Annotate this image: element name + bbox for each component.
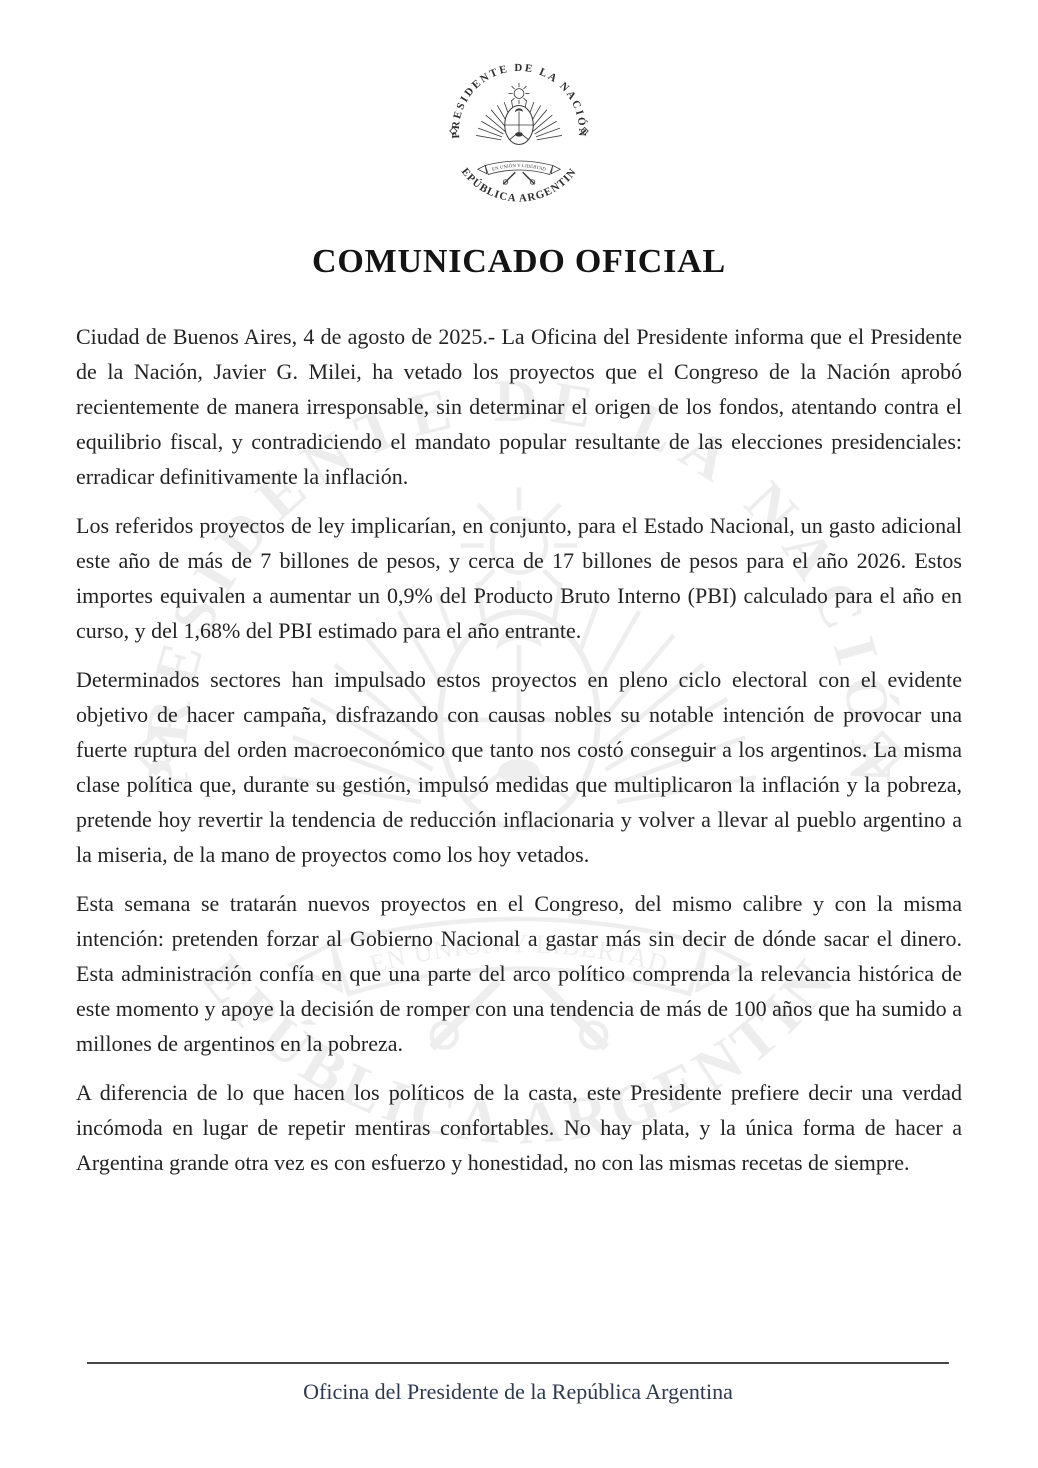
paragraph-1: Ciudad de Buenos Aires, 4 de agosto de 2025.- La Oficina del Presidente informa que el Presidente de la Nación, Javier G. Milei, ha vetado los proyectos que el Congreso de la Nación aprobó recientemente de manera irresponsable, sin determinar el origen de los fondos, atentando contra el equilibrio fiscal, y contradiciendo el mandato popular resultante de las elecciones presidenciales: erradicar definitivamente la inflación. [76, 324, 962, 489]
document-content [0, 56, 1038, 1180]
document-footer [87, 1362, 949, 1405]
document-title: COMUNICADO OFICIAL [312, 243, 726, 280]
document-body [76, 319, 962, 1180]
footer-divider [87, 1362, 949, 1364]
paragraph-4: Esta semana se tratarán nuevos proyectos en el Congreso, del mismo calibre y con la misma intención: pretenden forzar al Gobierno Nacional a gastar más sin decir de dónde sacar el dinero. Esta administración confía en que una parte del arco político comprenda la relevancia histórica de este momento y apoye la decisión de romper con una tendencia de más de 100 años que ha sumido a millones de argentinos en la pobreza. [76, 891, 962, 1056]
presidential-seal-icon [444, 56, 594, 206]
paragraph-3: Determinados sectores han impulsado estos proyectos en pleno ciclo electoral con el evidente objetivo de hacer campaña, disfrazando con causas nobles su notable intención de provocar una fuerte ruptura del orden macroeconómico que tanto nos costó conseguir a los argentinos. La misma clase política que, durante su gestión, impulsó medidas que multiplicaron la inflación y la pobreza, pretende hoy revertir la tendencia de reducción inflacionaria y volver a llevar al pueblo argentino a la miseria, de la mano de proyectos como los hoy vetados. [76, 667, 962, 867]
footer-text: Oficina del Presidente de la República Argentina [303, 1379, 733, 1404]
paragraph-5: A diferencia de lo que hacen los políticos de la casta, este Presidente prefiere decir una verdad incómoda en lugar de repetir mentiras confortables. No hay plata, y la única forma de hacer a Argentina grande otra vez es con esfuerzo y honestidad, no con las mismas recetas de siempre. [76, 1080, 962, 1175]
paragraph-2: Los referidos proyectos de ley implicarían, en conjunto, para el Estado Nacional, un gasto adicional este año de más de 7 billones de pesos, y cerca de 17 billones de pesos para el año 2026. Estos importes equivalen a aumentar un 0,9% del Producto Bruto Interno (PBI) calculado para el año en curso, y del 1,68% del PBI estimado para el año entrante. [76, 513, 962, 643]
